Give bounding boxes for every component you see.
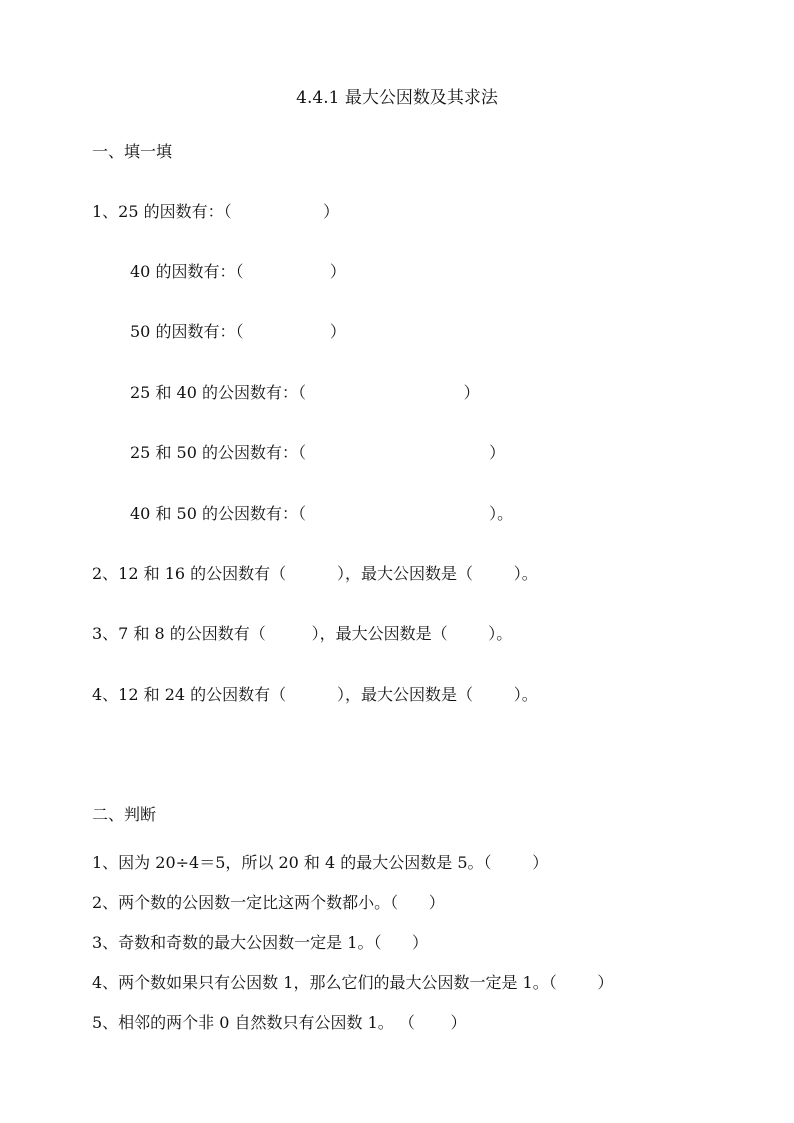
- fill-question-1-part-3: 50 的因数有：（ ）: [130, 322, 346, 341]
- judge-question-3: 3、奇数和奇数的最大公因数一定是 1。（ ）: [92, 933, 428, 952]
- fill-question-1-part-6: 40 和 50 的公因数有：（ ）。: [130, 504, 514, 523]
- judge-question-2: 2、两个数的公因数一定比这两个数都小。（ ）: [92, 893, 445, 912]
- section-heading-judge: 二、判断: [92, 805, 157, 824]
- fill-question-2: 2、12 和 16 的公因数有（ ），最大公因数是（ ）。: [92, 564, 538, 583]
- judge-question-4: 4、两个数如果只有公因数 1，那么它们的最大公因数一定是 1。（ ）: [92, 973, 614, 992]
- fill-question-1: 1、25 的因数有：（ ）: [92, 202, 340, 221]
- fill-question-1-part-5: 25 和 50 的公因数有：（ ）: [130, 443, 506, 462]
- page-title: 4.4.1 最大公因数及其求法: [296, 88, 498, 108]
- fill-question-4: 4、12 和 24 的公因数有（ ），最大公因数是（ ）。: [92, 685, 538, 704]
- fill-question-1-part-4: 25 和 40 的公因数有：（ ）: [130, 383, 480, 402]
- judge-question-1: 1、因为 20÷4＝5，所以 20 和 4 的最大公因数是 5。（ ）: [92, 853, 549, 872]
- fill-question-1-part-2: 40 的因数有：（ ）: [130, 262, 346, 281]
- judge-question-5: 5、相邻的两个非 0 自然数只有公因数 1。 （ ）: [92, 1013, 467, 1032]
- section-heading-fill-in: 一、填一填: [92, 142, 173, 161]
- fill-question-3: 3、7 和 8 的公因数有（ ），最大公因数是（ ）。: [92, 624, 513, 643]
